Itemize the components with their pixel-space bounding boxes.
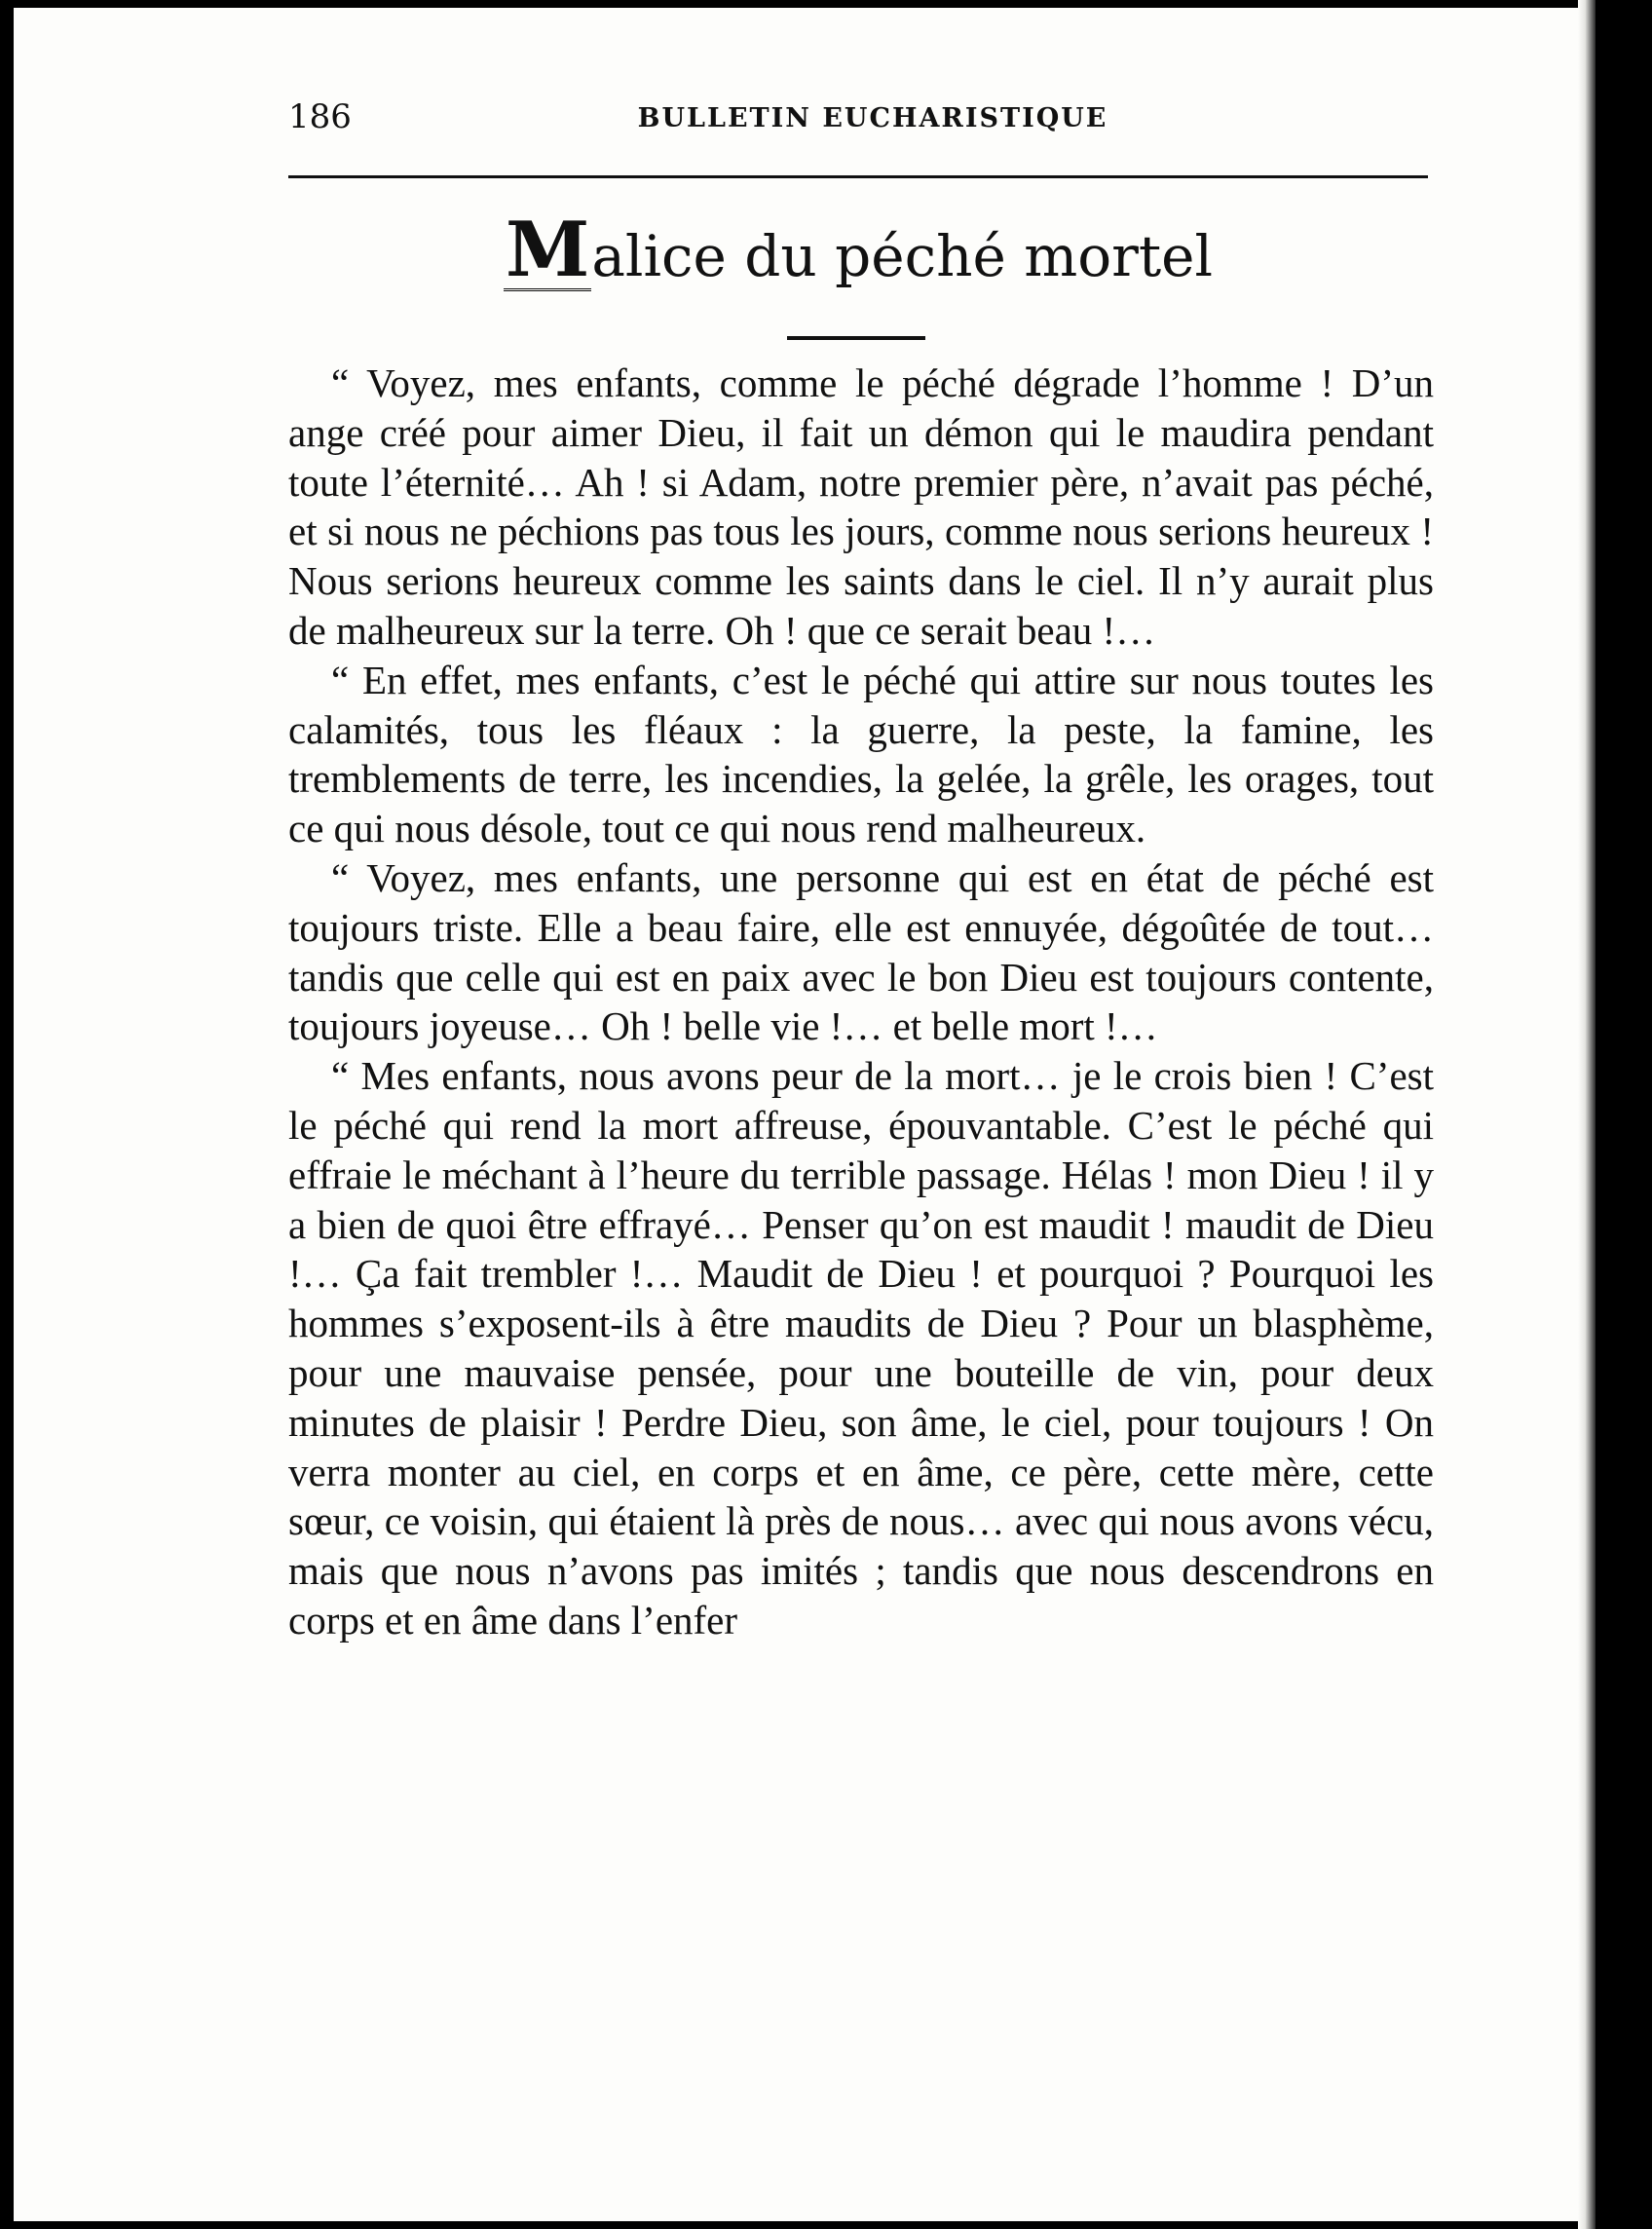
paragraph-4: “ Mes enfants, nous avons peur de la mort… je le crois bien ! C’est le péché qui rend la mort affreuse, épouvantable. C’est le péché qui effraie le méchant à l’heure du terrible passage. Hélas ! mon Dieu ! il y a bien de quoi être effrayé… Penser qu’on est maudit ! maudit de Dieu !… Ça fait trembler !… Maudit de Dieu ! et pourquoi ? Pourquoi les hommes s’exposent-ils à être maudits de Dieu ? Pour un blasphème, pour une mauvaise pensée, pour une bouteille de vin, pour deux minutes de plaisir ! Perdre Dieu, son âme, le ciel, pour toujours ! On verra monter au ciel, en corps et en âme, ce père, cette mère, cette sœur, ce voisin, qui étaient là près de nous… avec qui nous avons vécu, mais que nous n’avons pas imités ; tandis que nous descendrons en corps et en âme dans l’enfer (288, 1053, 1434, 1643)
header-rule (288, 175, 1428, 178)
title-text: alice du péché mortel (591, 223, 1214, 289)
page-number: 186 (288, 97, 352, 136)
page-header (288, 97, 1428, 146)
running-title: BULLETIN EUCHARISTIQUE (637, 103, 1108, 133)
paragraph-1: “ Voyez, mes enfants, comme le péché dégrade l’homme ! D’un ange créé pour aimer Dieu, il fait un démon qui le maudira pendant toute l’éternité… Ah ! si Adam, notre premier père, n’avait pas péché, et si nous ne péchions pas tous les jours, comme nous serions heureux ! Nous serions heureux comme les saints dans le ciel. Il n’y aurait plus de malheureux sur la terre. Oh ! que ce serait beau !… (288, 360, 1434, 653)
article-title (288, 206, 1428, 294)
article-body (288, 359, 1434, 1645)
paragraph-2: “ En effet, mes enfants, c’est le péché qui attire sur nous toutes les calamités, tous les fléaux : la guerre, la peste, la famine, les tremblements de terre, les incendies, la gelée, la grêle, les orages, tout ce qui nous désole, tout ce qui nous rend malheureux. (288, 657, 1434, 851)
title-underline (787, 336, 925, 340)
paragraph-3: “ Voyez, mes enfants, une personne qui est en état de péché est toujours triste. Elle a beau faire, elle est ennuyée, dégoûtée de tout… tandis que celle qui est en paix avec le bon Dieu est toujours contente, toujours joyeuse… Oh ! belle vie !… et belle mort !… (288, 854, 1434, 1049)
ornamental-initial: M (505, 206, 590, 294)
book-spine-edge (1578, 0, 1596, 2229)
